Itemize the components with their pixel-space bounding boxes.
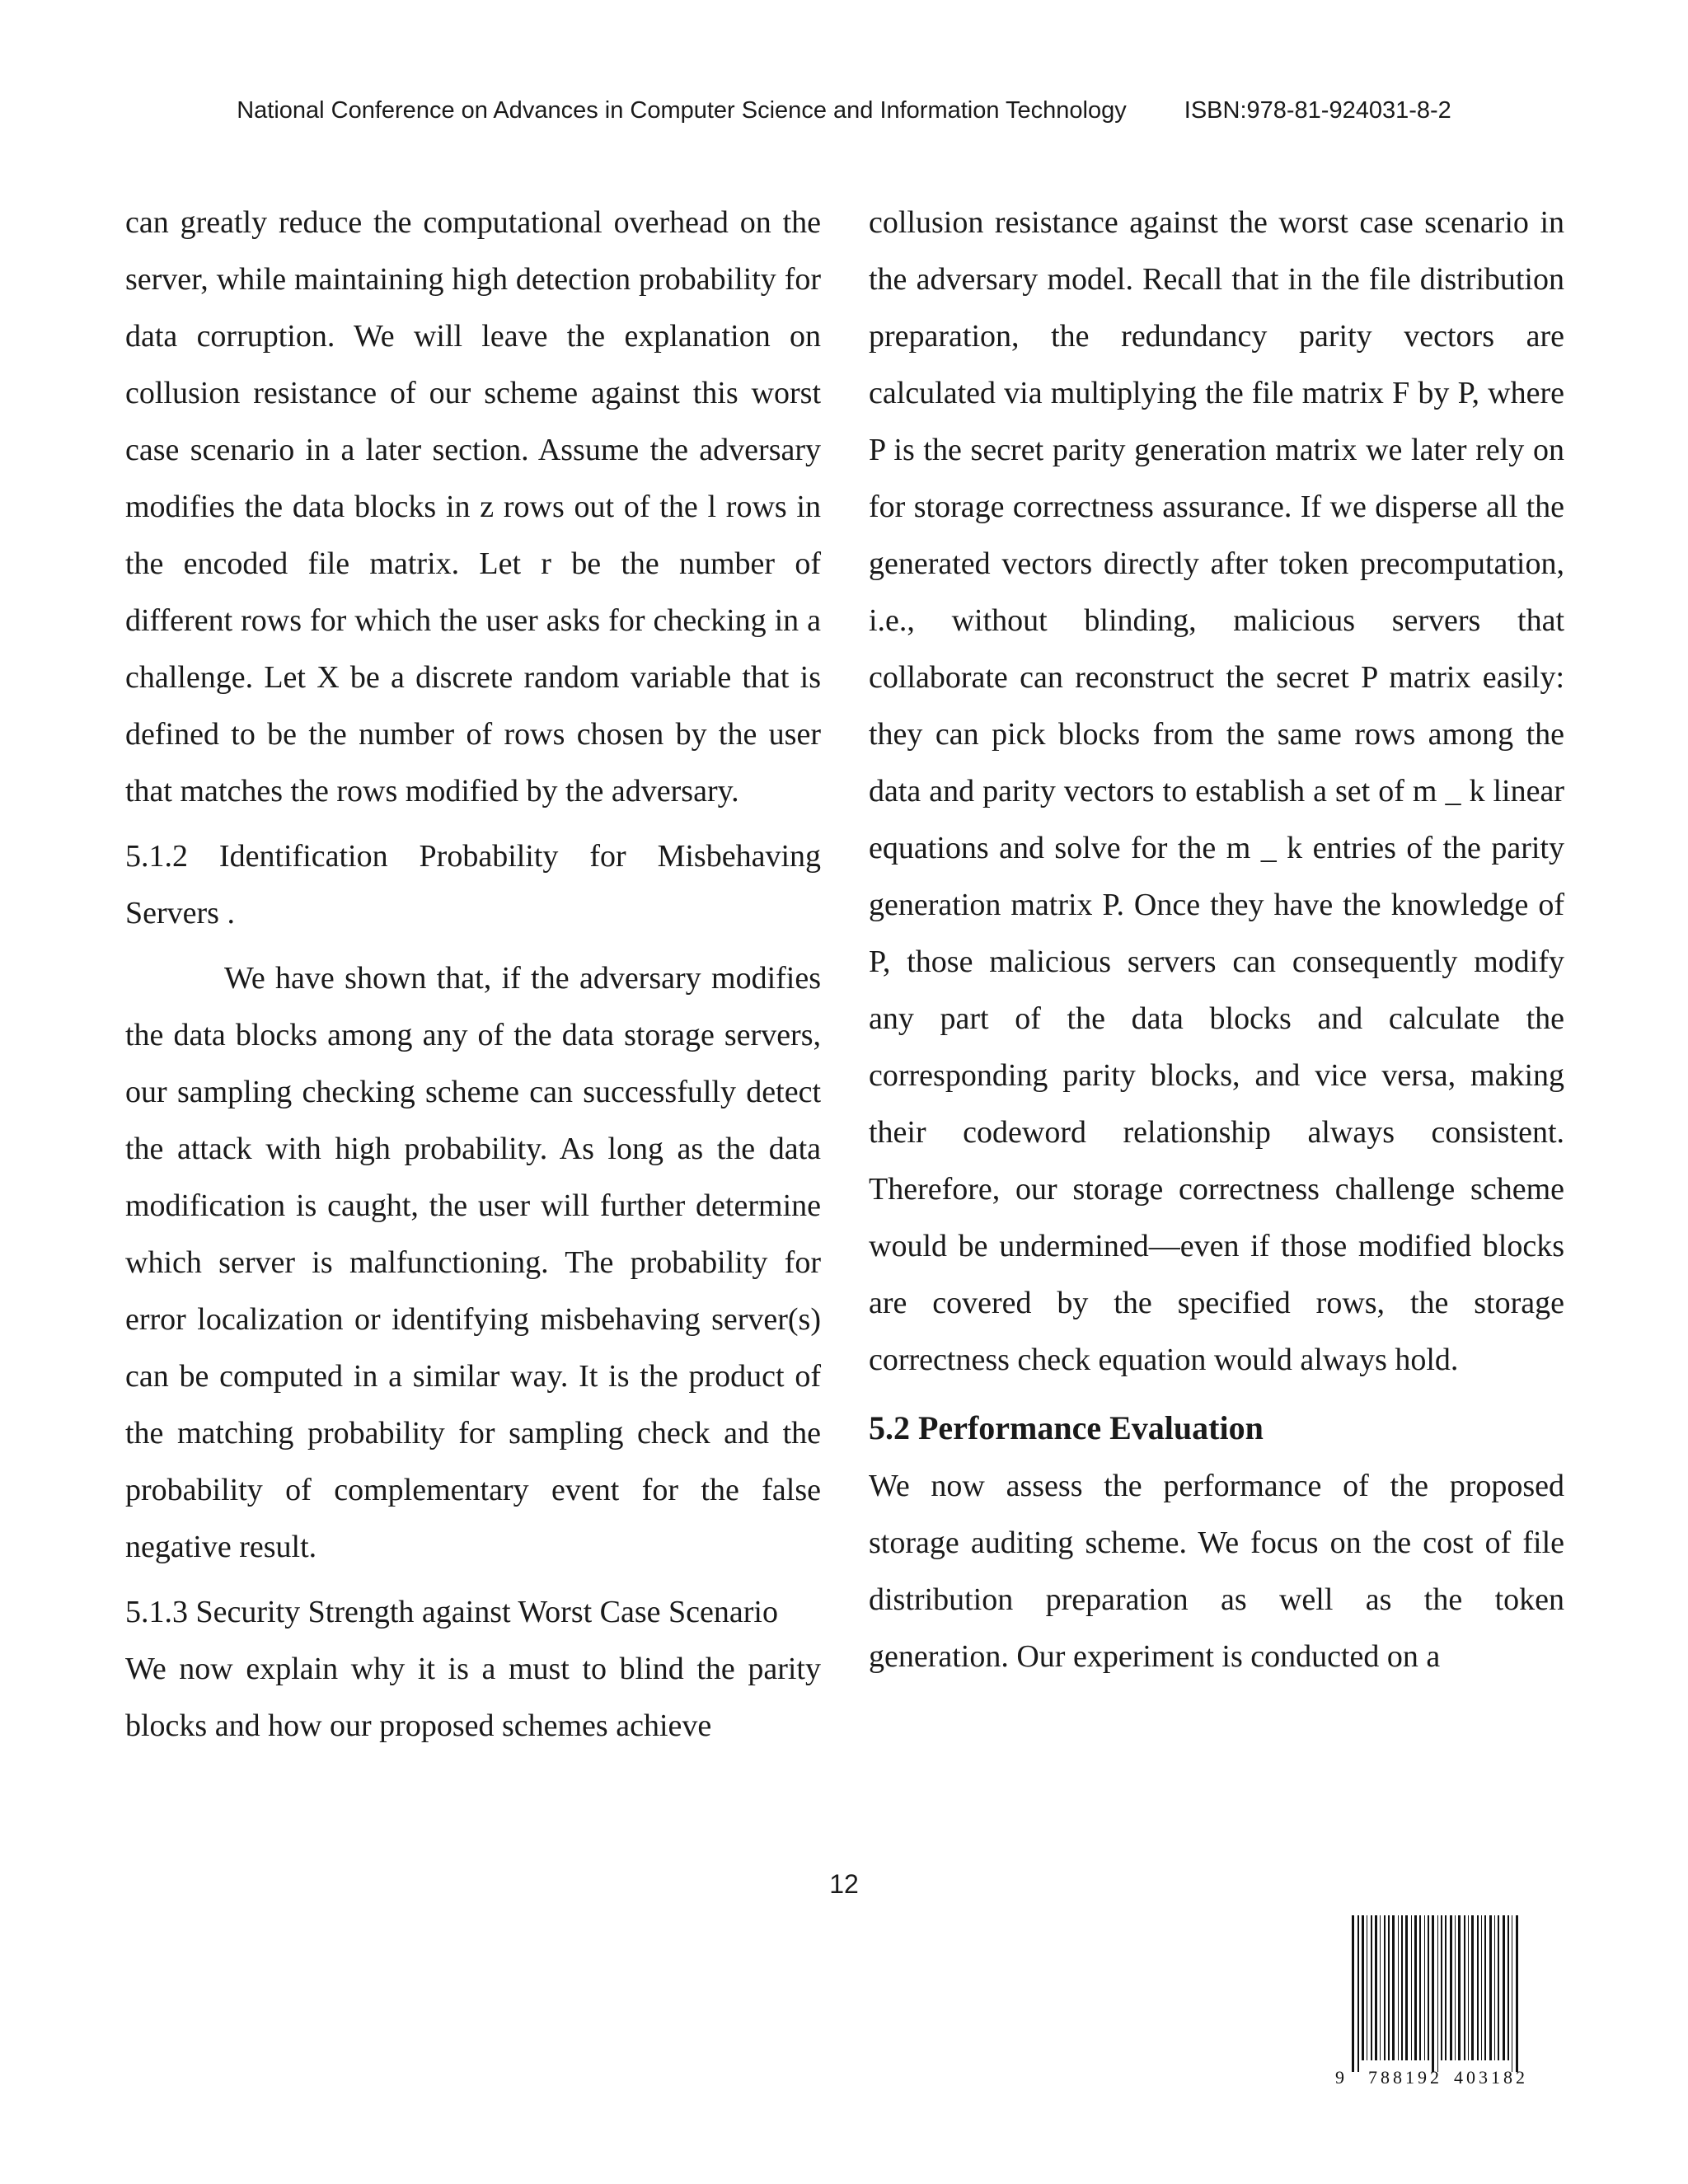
barcode-bar bbox=[1414, 1915, 1417, 2060]
page-number: 12 bbox=[829, 1869, 859, 1899]
barcode-bar bbox=[1392, 1915, 1395, 2060]
barcode-bar bbox=[1357, 1915, 1359, 2072]
isbn-barcode bbox=[1332, 1910, 1550, 2088]
barcode-bar bbox=[1371, 1915, 1372, 2060]
barcode-bar bbox=[1455, 1915, 1456, 2060]
right-paragraph-1: collusion resistance against the worst case scenario in the adversary model. Recall that in the file distribution preparation, the redundancy parity vectors are calculated via multiplying the file matrix F by P, where P is the secret parity generation matrix we later rely on for storage correctness assurance. If we disperse all the generated vectors directly after token precomputation, i.e., without blinding, malicious servers that collaborate can reconstruct the secret P matrix easily: they can pick blocks from the same rows among the data and parity vectors to establish a set of m _ k linear equations and solve for the m _ k entries of the parity generation matrix P. Once they have the knowledge of P, those malicious servers can consequently modify any part of the data blocks and calculate the corresponding parity blocks, and vice versa, making their codeword relationship always consistent. Therefore, our storage correctness challenge scheme would be undermined—even if those modified blocks are covered by the specified rows, the storage correctness check equation would always hold. bbox=[869, 205, 1564, 1377]
barcode-bar bbox=[1388, 1915, 1390, 2060]
barcode-bar bbox=[1428, 1915, 1429, 2060]
barcode-bar bbox=[1494, 1915, 1495, 2060]
subheading-5-1-2: 5.1.2 Identification Probability for Misbehaving Servers . bbox=[125, 839, 821, 930]
barcode-digits-left: 788192 bbox=[1368, 2067, 1442, 2088]
barcode-bar bbox=[1384, 1915, 1386, 2060]
barcode-bar bbox=[1464, 1915, 1465, 2060]
section-heading-5-2: 5.2 Performance Evaluation bbox=[869, 1409, 1264, 1446]
barcode-bar bbox=[1498, 1915, 1499, 2060]
barcode-bar bbox=[1445, 1915, 1447, 2060]
barcode-bar bbox=[1507, 1915, 1509, 2060]
left-column bbox=[125, 194, 821, 1755]
barcode-bar bbox=[1481, 1915, 1482, 2060]
barcode-bar bbox=[1503, 1915, 1505, 2060]
barcode-bar bbox=[1489, 1915, 1492, 2060]
left-paragraph-2: We have shown that, if the adversary modifies the data blocks among any of the data storage servers, our sampling checking scheme can successfully detect the attack with high probability. As long as the data modification is caught, the user will further determine which server is malfunctioning. The probability for error localization or identifying misbehaving server(s) can be computed in a similar way. It is the product of the matching probability for sampling check and the probability of complementary event for the false negative result. bbox=[125, 961, 821, 1564]
barcode-bar bbox=[1411, 1915, 1412, 2060]
barcode-bar bbox=[1477, 1915, 1479, 2060]
barcode-bar bbox=[1398, 1915, 1399, 2060]
barcode-bar bbox=[1437, 1915, 1438, 2072]
barcode-bar bbox=[1405, 1915, 1408, 2060]
barcode-bar bbox=[1375, 1915, 1377, 2060]
right-paragraph-2: We now assess the performance of the proposed storage auditing scheme. We focus on the cost of file distribution preparation as well as the token generation. Our experiment is conducted on a bbox=[869, 1469, 1564, 1674]
page-header bbox=[0, 97, 1688, 124]
barcode-bar bbox=[1458, 1915, 1461, 2060]
left-paragraph-3: We now explain why it is a must to blind the parity blocks and how our proposed schemes achieve bbox=[125, 1652, 821, 1743]
left-paragraph-1: can greatly reduce the computational overhead on the server, while maintaining high detection probability for data corruption. We will leave the explanation on collusion resistance of our scheme against this worst case scenario in a later section. Assume the adversary modifies the data blocks in z rows out of the l rows in the encoded file matrix. Let r be the number of different rows for which the user asks for checking in a challenge. Let X be a discrete random variable that is defined to be the number of rows chosen by the user that matches the rows modified by the adversary. bbox=[125, 205, 821, 808]
barcode-bar bbox=[1516, 1915, 1518, 2072]
barcode-bar bbox=[1468, 1915, 1469, 2060]
isbn-number: ISBN:978-81-924031-8-2 bbox=[1184, 97, 1451, 124]
right-column bbox=[869, 194, 1564, 1685]
conference-title: National Conference on Advances in Computer Science and Information Technology bbox=[237, 97, 1127, 124]
barcode-digit-first: 9 bbox=[1335, 2067, 1344, 2088]
barcode-bar bbox=[1401, 1915, 1403, 2060]
barcode-bar bbox=[1484, 1915, 1486, 2060]
barcode-bar bbox=[1380, 1915, 1381, 2060]
subheading-5-1-3: 5.1.3 Security Strength against Worst Case Scenario bbox=[125, 1595, 778, 1629]
barcode-bar bbox=[1352, 1915, 1354, 2072]
barcode-bar bbox=[1424, 1915, 1425, 2060]
barcode-bar bbox=[1362, 1915, 1364, 2060]
barcode-bar bbox=[1471, 1915, 1474, 2060]
barcode-bar bbox=[1432, 1915, 1434, 2072]
barcode-digits-right: 403182 bbox=[1454, 2067, 1528, 2088]
barcode-bar bbox=[1419, 1915, 1421, 2060]
barcode-bar bbox=[1441, 1915, 1442, 2060]
barcode-bar bbox=[1450, 1915, 1452, 2060]
